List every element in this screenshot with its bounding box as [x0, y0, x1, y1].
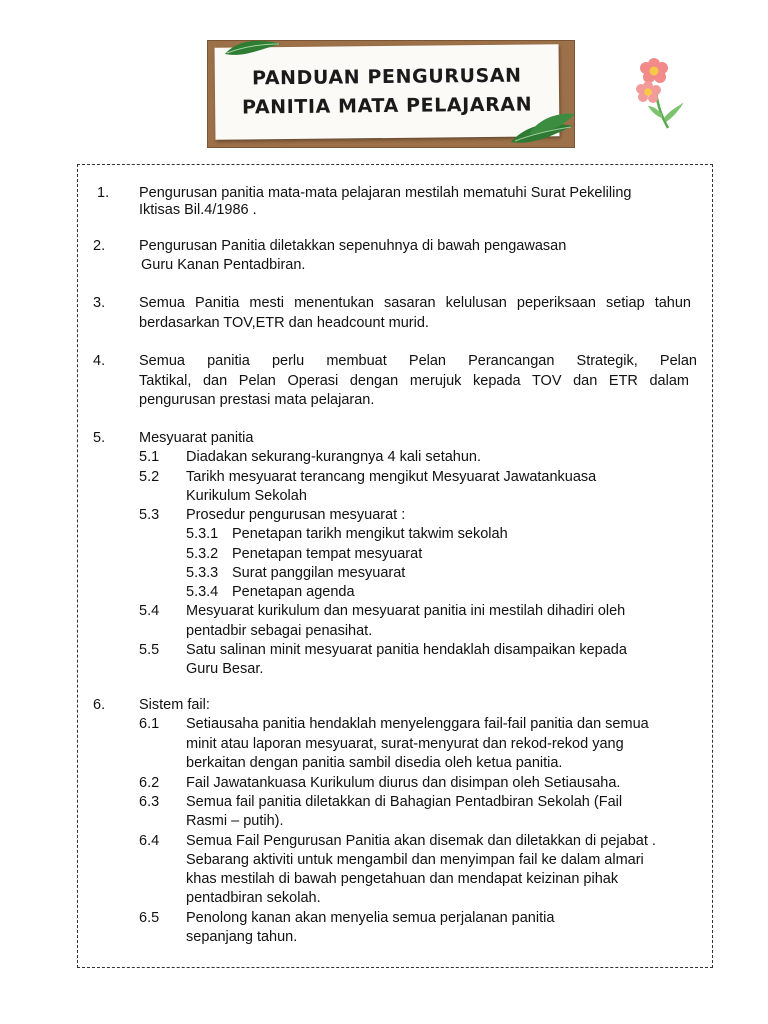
sub-text: Tarikh mesyuarat terancang mengikut Mesyuarat Jawatankuasa: [186, 469, 597, 485]
title-line-1: PANDUAN PENGURUSAN: [251, 64, 522, 90]
title-banner: [207, 40, 575, 148]
sub-text: pentadbir sebagai penasihat.: [186, 623, 373, 639]
title-line-2: PANITIA MATA PELAJARAN: [241, 93, 533, 119]
subsub-text: Penetapan tarikh mengikut takwim sekolah: [232, 526, 508, 542]
sub-text: Fail Jawatankuasa Kurikulum diurus dan disimpan oleh Setiausaha.: [186, 775, 621, 791]
subsub-text: Penetapan agenda: [232, 584, 355, 600]
sub-text: berkaitan dengan panitia sambil disedia oleh ketua panitia.: [186, 755, 563, 771]
sub-number: 5.4: [139, 603, 160, 619]
item-number: 6.: [93, 697, 106, 713]
sub-number: 6.2: [139, 775, 160, 791]
subsub-number: 5.3.4: [186, 584, 219, 600]
sub-text: Sebarang aktiviti untuk mengambil dan menyimpan fail ke dalam almari: [186, 852, 644, 868]
sub-number: 6.4: [139, 833, 160, 849]
sub-number: 6.1: [139, 716, 160, 732]
sub-number: 5.1: [139, 449, 160, 465]
flower-icon: [628, 52, 688, 130]
subsub-text: Penetapan tempat mesyuarat: [232, 546, 423, 562]
sub-number: 6.3: [139, 794, 160, 810]
sub-text: Diadakan sekurang-kurangnya 4 kali setahun.: [186, 449, 482, 465]
sub-number: 5.2: [139, 469, 160, 485]
sub-text: Rasmi – putih).: [186, 813, 284, 829]
sub-number: 6.5: [139, 910, 160, 926]
item-text: Guru Kanan Pentadbiran.: [141, 257, 306, 273]
sub-text: pentadbiran sekolah.: [186, 890, 321, 906]
item-text: Taktikal, dan Pelan Operasi dengan merujuk kepada TOV dan ETR dalam: [139, 373, 689, 389]
sub-text: Setiausaha panitia hendaklah menyelenggara fail-fail panitia dan semua: [186, 716, 649, 732]
subsub-number: 5.3.3: [186, 565, 219, 581]
item-text: Iktisas Bil.4/1986 .: [139, 202, 257, 218]
item-number: 3.: [93, 295, 106, 311]
sub-text: Kurikulum Sekolah: [186, 488, 307, 504]
sub-text: Prosedur pengurusan mesyuarat :: [186, 507, 406, 523]
leaf-cluster-icon: [507, 112, 577, 148]
sub-text: Semua Fail Pengurusan Panitia akan disemak dan diletakkan di pejabat .: [186, 833, 656, 849]
item-number: 1.: [97, 185, 110, 201]
item-text: pengurusan prestasi mata pelajaran.: [139, 392, 375, 408]
sub-number: 5.3: [139, 507, 160, 523]
item-text: Semua panitia perlu membuat Pelan Perancangan Strategik, Pelan: [139, 353, 697, 369]
sub-number: 5.5: [139, 642, 160, 658]
subsub-number: 5.3.1: [186, 526, 219, 542]
item-text: Semua Panitia mesti menentukan sasaran kelulusan peperiksaan setiap tahun: [139, 295, 691, 311]
leaf-icon: [223, 38, 283, 60]
subsub-number: 5.3.2: [186, 546, 219, 562]
item-text: Pengurusan Panitia diletakkan sepenuhnya di bawah pengawasan: [139, 238, 567, 254]
item-text: Mesyuarat panitia: [139, 430, 254, 446]
sub-text: Guru Besar.: [186, 661, 264, 677]
item-number: 2.: [93, 238, 106, 254]
item-text: Pengurusan panitia mata-mata pelajaran mestilah mematuhi Surat Pekeliling: [139, 185, 632, 201]
sub-text: khas mestilah di bawah pengetahuan dan mendapat keizinan pihak: [186, 871, 619, 887]
sub-text: Satu salinan minit mesyuarat panitia hendaklah disampaikan kepada: [186, 642, 627, 658]
subsub-text: Surat panggilan mesyuarat: [232, 565, 406, 581]
item-text: berdasarkan TOV,ETR dan headcount murid.: [139, 315, 429, 331]
item-number: 4.: [93, 353, 106, 369]
item-number: 5.: [93, 430, 106, 446]
sub-text: sepanjang tahun.: [186, 929, 298, 945]
sub-text: minit atau laporan mesyuarat, surat-menyurat dan rekod-rekod yang: [186, 736, 624, 752]
item-text: Sistem fail:: [139, 697, 210, 713]
sub-text: Semua fail panitia diletakkan di Bahagian Pentadbiran Sekolah (Fail: [186, 794, 623, 810]
sub-text: Penolong kanan akan menyelia semua perjalanan panitia: [186, 910, 555, 926]
sub-text: Mesyuarat kurikulum dan mesyuarat panitia ini mestilah dihadiri oleh: [186, 603, 626, 619]
